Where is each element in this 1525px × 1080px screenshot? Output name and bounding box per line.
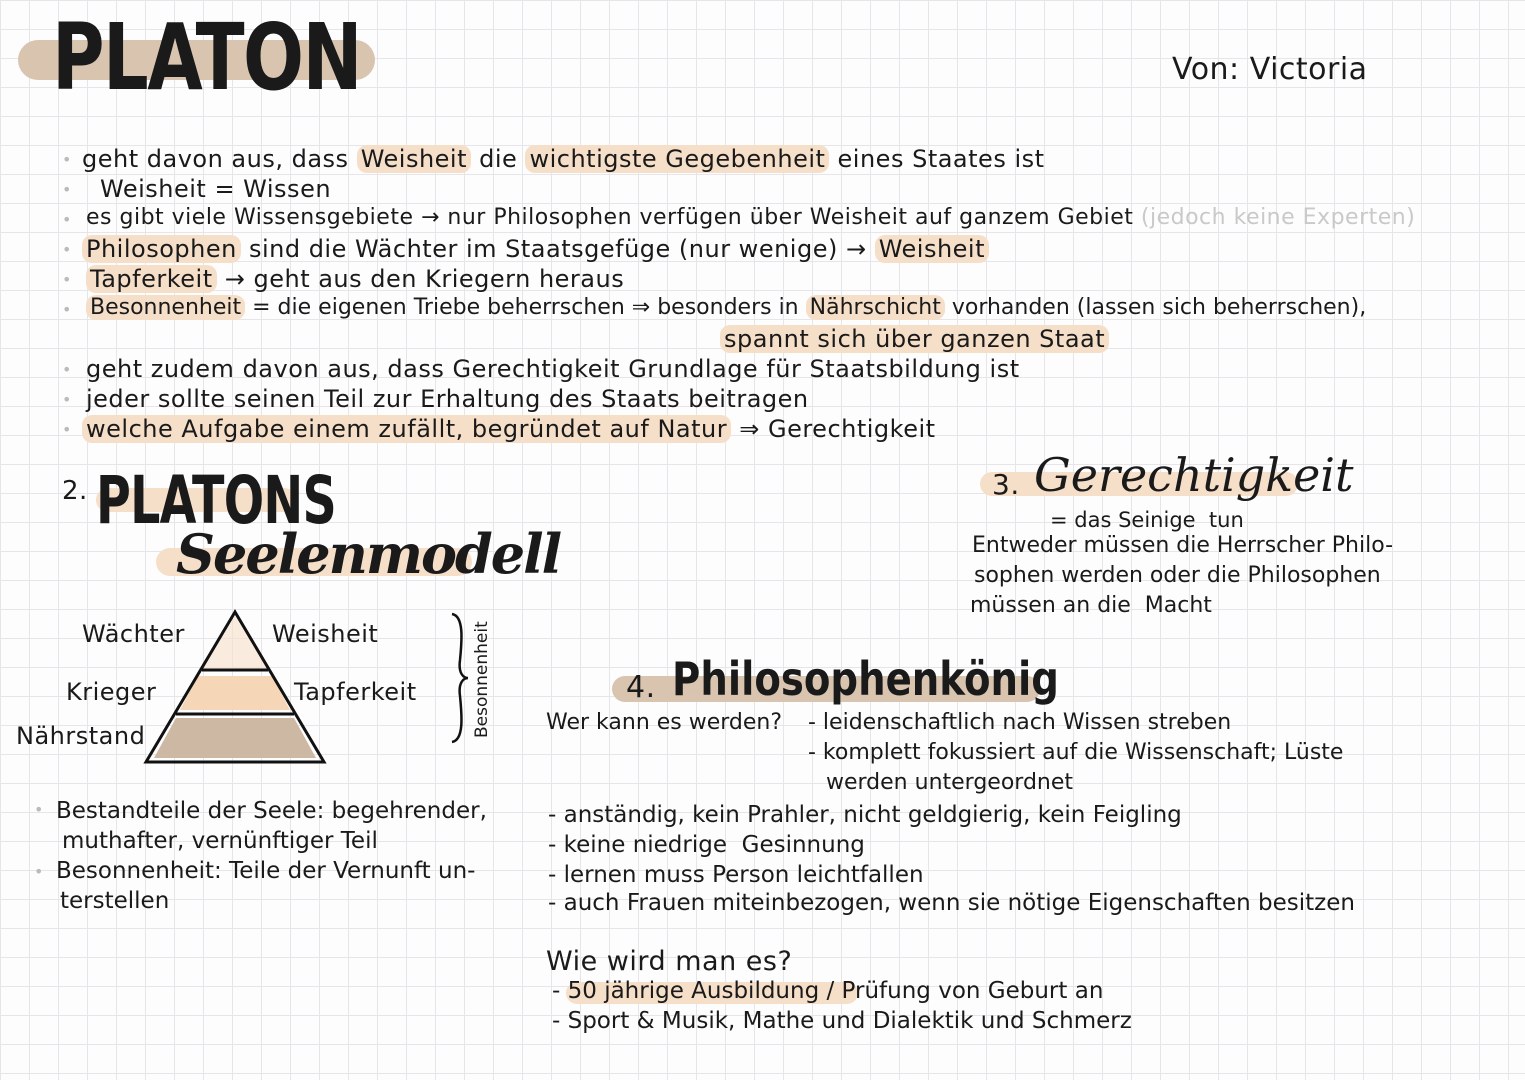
section2-number: 2. [62,476,88,506]
trait-4: - auch Frauen miteinbezogen, wenn sie nötige Eigenschaften besitzen [548,890,1355,916]
section3-number: 3. [992,468,1020,501]
intro-line-7 [720,325,1109,353]
bullet-icon: • [62,300,72,319]
q2-label: Wie wird man es? [546,946,793,977]
section4-number: 4. [626,670,656,705]
page-title: PLATON [52,4,361,111]
intro-text: Weisheit = Wissen [100,175,332,203]
highlight-weisheit: Weisheit [875,235,989,263]
intro-text: sind die Wächter im Staatsgefüge (nur wenige) → [240,235,875,263]
highlight-gegebenheit: wichtigste Gegebenheit [525,145,829,173]
seele-note-line-3: Besonnenheit: Teile der Vernunft un- [56,858,476,884]
intro-note-faint: (jedoch keine Experten) [1140,205,1416,230]
label-besonnenheit: Besonnenheit [472,621,492,738]
bullet-icon: • [62,390,72,409]
author-label: Von: Victoria [1172,52,1368,87]
q1-label: Wer kann es werden? [546,710,783,735]
intro-line-6 [86,295,1366,320]
bullet-icon: • [34,800,44,819]
seele-note-line-1: Bestandteile der Seele: begehrender, [56,798,487,824]
trait-2: - keine niedrige Gesinnung [548,832,865,858]
intro-text: ⇒ Gerechtigkeit [731,415,936,443]
q2-answer-2: - Sport & Musik, Mathe und Dialektik und Schmerz [552,1008,1132,1034]
bullet-icon: • [62,270,72,289]
section3-subtitle: = das Seinige tun [1050,508,1244,532]
intro-text: die [471,145,526,173]
pyramid-bottom [154,718,316,758]
highlight-staat: spannt sich über ganzen Staat [720,325,1109,353]
section3-title: Gerechtigkeit [1034,448,1354,502]
trait-3: - lernen muss Person leichtfallen [548,862,924,888]
brace-icon [446,610,470,746]
label-weisheit: Weisheit [272,620,379,648]
pyramid-top [202,616,268,670]
intro-line-3 [86,205,1415,230]
label-naehrstand: Nährstand [16,722,146,750]
intro-line-2 [100,175,331,203]
intro-line-5 [86,265,624,293]
bullet-icon: • [62,240,72,259]
q2-answer-1: - 50 jährige Ausbildung / Prüfung von Geburt an [552,978,1104,1004]
bullet-icon: • [34,862,44,881]
bullet-icon: • [62,150,72,169]
intro-text: → geht aus den Kriegern heraus [216,265,625,293]
highlight-tapferkeit: Tapferkeit [86,265,217,293]
q1-answer-1: - leidenschaftlich nach Wissen streben [808,710,1232,735]
q1-answer-2: - komplett fokussiert auf die Wissenschaft; Lüste [808,740,1344,765]
bullet-icon: • [62,420,72,439]
section2-subtitle: Seelenmodell [176,522,561,586]
highlight-philosophen: Philosophen [82,235,241,263]
seele-note-line-4: terstellen [60,888,170,914]
section3-line-1: Entweder müssen die Herrscher Philo- [972,533,1394,558]
q1-answer-3: werden untergeordnet [826,770,1074,795]
bullet-icon: • [62,210,72,229]
label-waechter: Wächter [82,620,185,648]
highlight-naehrschicht: Nährschicht [806,295,945,320]
label-krieger: Krieger [66,678,157,706]
bullet-icon: • [62,180,72,199]
intro-text: geht zudem davon aus, dass Gerechtigkeit Grundlage für Staatsbildung ist [86,355,1020,383]
trait-1: - anständig, kein Prahler, nicht geldgierig, kein Feigling [548,802,1182,828]
intro-text: eines Staates ist [829,145,1045,173]
highlight-weisheit: Weisheit [357,145,471,173]
intro-line-1 [82,145,1045,173]
bullet-icon: • [62,360,72,379]
seele-note-line-2: muthafter, vernünftiger Teil [62,828,378,854]
intro-text: geht davon aus, dass [82,145,357,173]
section3-line-2: sophen werden oder die Philosophen [974,563,1381,588]
intro-line-10 [82,415,936,443]
intro-line-4 [82,235,989,263]
section4-title: Philosophenkönig [672,652,1059,706]
section2-title: PLATONS [96,462,336,539]
intro-line-8 [86,355,1020,383]
intro-text: = die eigenen Triebe beherrschen ⇒ besonders in [245,295,806,320]
section3-line-3: müssen an die Macht [970,593,1212,618]
highlight-aufgabe: welche Aufgabe einem zufällt, begründet auf Natur [82,415,731,443]
highlight-besonnenheit: Besonnenheit [86,295,245,320]
intro-text: jeder sollte seinen Teil zur Erhaltung des Staats beitragen [86,385,809,413]
intro-text: es gibt viele Wissensgebiete → nur Philosophen verfügen über Weisheit auf ganzem Gebiet [86,205,1141,230]
label-tapferkeit: Tapferkeit [294,678,417,706]
intro-text: vorhanden (lassen sich beherrschen), [944,295,1367,320]
pyramid-middle [180,676,290,710]
intro-line-9 [86,385,809,413]
